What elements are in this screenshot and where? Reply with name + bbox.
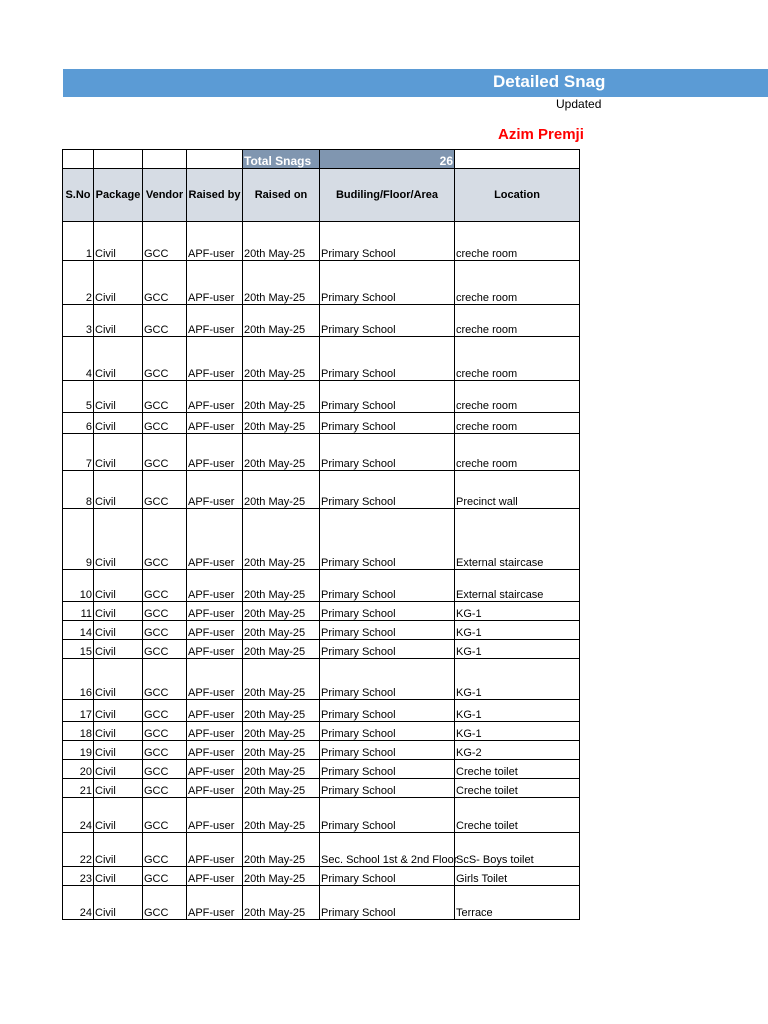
- area-cell: Primary School: [320, 570, 455, 602]
- table-row: [63, 222, 580, 261]
- table-row: [63, 621, 580, 640]
- sno-cell: 8: [63, 471, 94, 509]
- total-snags-label: Total Snags: [243, 150, 320, 169]
- area-cell: Primary School: [320, 471, 455, 509]
- raised-by-cell: APF-user: [187, 261, 243, 305]
- area-cell: Primary School: [320, 867, 455, 886]
- vendor-cell: GCC: [143, 659, 187, 700]
- raised-by-cell: APF-user: [187, 700, 243, 722]
- sno-cell: 5: [63, 381, 94, 413]
- raised-on-cell: 20th May-25: [243, 659, 320, 700]
- area-cell: Primary School: [320, 621, 455, 640]
- table-row: [63, 413, 580, 434]
- raised-on-cell: 20th May-25: [243, 798, 320, 833]
- location-cell: KG-1: [455, 659, 580, 700]
- raised-by-cell: APF-user: [187, 798, 243, 833]
- raised-on-cell: 20th May-25: [243, 337, 320, 381]
- location-cell: KG-1: [455, 640, 580, 659]
- raised-by-cell: APF-user: [187, 741, 243, 760]
- package-cell: Civil: [94, 602, 143, 621]
- package-cell: Civil: [94, 779, 143, 798]
- vendor-cell: GCC: [143, 381, 187, 413]
- column-header: Vendor: [143, 169, 187, 222]
- raised-by-cell: APF-user: [187, 779, 243, 798]
- sno-cell: 19: [63, 741, 94, 760]
- sheet-title: Detailed Snag: [493, 72, 606, 91]
- table-row: [63, 509, 580, 570]
- table-row: [63, 833, 580, 867]
- total-snags-value: 26: [320, 150, 455, 169]
- table-row: [63, 867, 580, 886]
- sno-cell: 17: [63, 700, 94, 722]
- location-cell: External staircase: [455, 570, 580, 602]
- vendor-cell: GCC: [143, 471, 187, 509]
- vendor-cell: GCC: [143, 337, 187, 381]
- package-cell: Civil: [94, 222, 143, 261]
- location-cell: Creche toilet: [455, 760, 580, 779]
- area-cell: Primary School: [320, 509, 455, 570]
- sno-cell: 23: [63, 867, 94, 886]
- column-header: Raised by: [187, 169, 243, 222]
- package-cell: Civil: [94, 621, 143, 640]
- raised-on-cell: 20th May-25: [243, 381, 320, 413]
- title-bar: [63, 69, 768, 97]
- raised-by-cell: APF-user: [187, 471, 243, 509]
- raised-by-cell: APF-user: [187, 570, 243, 602]
- sno-cell: 21: [63, 779, 94, 798]
- vendor-cell: GCC: [143, 222, 187, 261]
- sno-cell: 11: [63, 602, 94, 621]
- package-cell: Civil: [94, 509, 143, 570]
- area-cell: Primary School: [320, 659, 455, 700]
- vendor-cell: GCC: [143, 434, 187, 471]
- raised-on-cell: 20th May-25: [243, 509, 320, 570]
- package-cell: Civil: [94, 798, 143, 833]
- raised-by-cell: APF-user: [187, 640, 243, 659]
- vendor-cell: GCC: [143, 305, 187, 337]
- raised-on-cell: 20th May-25: [243, 621, 320, 640]
- area-cell: Primary School: [320, 261, 455, 305]
- location-cell: creche room: [455, 381, 580, 413]
- area-cell: Primary School: [320, 381, 455, 413]
- area-cell: Primary School: [320, 305, 455, 337]
- area-cell: Primary School: [320, 886, 455, 920]
- raised-on-cell: 20th May-25: [243, 867, 320, 886]
- raised-on-cell: 20th May-25: [243, 222, 320, 261]
- area-cell: Primary School: [320, 760, 455, 779]
- area-cell: Primary School: [320, 741, 455, 760]
- package-cell: Civil: [94, 471, 143, 509]
- table-row: [63, 261, 580, 305]
- raised-by-cell: APF-user: [187, 833, 243, 867]
- sno-cell: 15: [63, 640, 94, 659]
- location-cell: creche room: [455, 413, 580, 434]
- location-cell: Girls Toilet: [455, 867, 580, 886]
- package-cell: Civil: [94, 833, 143, 867]
- location-cell: Creche toilet: [455, 798, 580, 833]
- total-row: [63, 150, 580, 169]
- table-row: [63, 640, 580, 659]
- location-cell: KG-1: [455, 602, 580, 621]
- raised-by-cell: APF-user: [187, 886, 243, 920]
- area-cell: Primary School: [320, 798, 455, 833]
- package-cell: Civil: [94, 640, 143, 659]
- column-header: Package: [94, 169, 143, 222]
- table-row: [63, 337, 580, 381]
- location-cell: creche room: [455, 337, 580, 381]
- column-header: Location: [455, 169, 580, 222]
- sno-cell: 6: [63, 413, 94, 434]
- sno-cell: 20: [63, 760, 94, 779]
- area-cell: Primary School: [320, 602, 455, 621]
- area-cell: Primary School: [320, 722, 455, 741]
- vendor-cell: GCC: [143, 867, 187, 886]
- location-cell: Precinct wall: [455, 471, 580, 509]
- package-cell: Civil: [94, 700, 143, 722]
- raised-by-cell: APF-user: [187, 434, 243, 471]
- sno-cell: 3: [63, 305, 94, 337]
- raised-by-cell: APF-user: [187, 760, 243, 779]
- vendor-cell: GCC: [143, 722, 187, 741]
- sno-cell: 7: [63, 434, 94, 471]
- raised-on-cell: 20th May-25: [243, 779, 320, 798]
- location-cell: creche room: [455, 305, 580, 337]
- raised-by-cell: APF-user: [187, 722, 243, 741]
- package-cell: Civil: [94, 434, 143, 471]
- vendor-cell: GCC: [143, 886, 187, 920]
- location-cell: External staircase: [455, 509, 580, 570]
- raised-by-cell: APF-user: [187, 621, 243, 640]
- area-cell: Primary School: [320, 222, 455, 261]
- raised-on-cell: 20th May-25: [243, 602, 320, 621]
- raised-by-cell: APF-user: [187, 305, 243, 337]
- table-row: [63, 381, 580, 413]
- table-row: [63, 886, 580, 920]
- area-cell: Primary School: [320, 700, 455, 722]
- raised-on-cell: 20th May-25: [243, 722, 320, 741]
- table-row: [63, 602, 580, 621]
- raised-by-cell: APF-user: [187, 413, 243, 434]
- location-cell: KG-1: [455, 621, 580, 640]
- location-cell: Terrace: [455, 886, 580, 920]
- updated-label: Updated: [556, 97, 602, 111]
- table-row: [63, 760, 580, 779]
- package-cell: Civil: [94, 722, 143, 741]
- snag-table: [62, 149, 580, 920]
- raised-on-cell: 20th May-25: [243, 700, 320, 722]
- package-cell: Civil: [94, 760, 143, 779]
- vendor-cell: GCC: [143, 833, 187, 867]
- location-cell: Creche toilet: [455, 779, 580, 798]
- location-cell: creche room: [455, 222, 580, 261]
- package-cell: Civil: [94, 741, 143, 760]
- table-row: [63, 700, 580, 722]
- raised-by-cell: APF-user: [187, 867, 243, 886]
- vendor-cell: GCC: [143, 760, 187, 779]
- package-cell: Civil: [94, 570, 143, 602]
- area-cell: Primary School: [320, 413, 455, 434]
- sno-cell: 4: [63, 337, 94, 381]
- vendor-cell: GCC: [143, 741, 187, 760]
- raised-on-cell: 20th May-25: [243, 305, 320, 337]
- location-cell: creche room: [455, 261, 580, 305]
- location-cell: ScS- Boys toilet: [455, 833, 580, 867]
- package-cell: Civil: [94, 659, 143, 700]
- sno-cell: 18: [63, 722, 94, 741]
- vendor-cell: GCC: [143, 570, 187, 602]
- vendor-cell: GCC: [143, 602, 187, 621]
- raised-on-cell: 20th May-25: [243, 434, 320, 471]
- package-cell: Civil: [94, 305, 143, 337]
- column-header: Raised on: [243, 169, 320, 222]
- table-row: [63, 471, 580, 509]
- sno-cell: 16: [63, 659, 94, 700]
- raised-by-cell: APF-user: [187, 381, 243, 413]
- raised-on-cell: 20th May-25: [243, 886, 320, 920]
- raised-on-cell: 20th May-25: [243, 760, 320, 779]
- sno-cell: 10: [63, 570, 94, 602]
- raised-on-cell: 20th May-25: [243, 741, 320, 760]
- package-cell: Civil: [94, 413, 143, 434]
- table-row: [63, 570, 580, 602]
- sno-cell: 1: [63, 222, 94, 261]
- vendor-cell: GCC: [143, 509, 187, 570]
- package-cell: Civil: [94, 886, 143, 920]
- area-cell: Sec. School 1st & 2nd Floor: [320, 833, 455, 867]
- location-cell: creche room: [455, 434, 580, 471]
- sno-cell: 24: [63, 886, 94, 920]
- package-cell: Civil: [94, 867, 143, 886]
- sno-cell: 14: [63, 621, 94, 640]
- vendor-cell: GCC: [143, 413, 187, 434]
- package-cell: Civil: [94, 337, 143, 381]
- vendor-cell: GCC: [143, 621, 187, 640]
- table-row: [63, 779, 580, 798]
- table-row: [63, 434, 580, 471]
- raised-on-cell: 20th May-25: [243, 413, 320, 434]
- vendor-cell: GCC: [143, 700, 187, 722]
- area-cell: Primary School: [320, 640, 455, 659]
- sno-cell: 24: [63, 798, 94, 833]
- sno-cell: 2: [63, 261, 94, 305]
- table-row: [63, 305, 580, 337]
- vendor-cell: GCC: [143, 779, 187, 798]
- raised-by-cell: APF-user: [187, 509, 243, 570]
- raised-on-cell: 20th May-25: [243, 570, 320, 602]
- area-cell: Primary School: [320, 337, 455, 381]
- raised-on-cell: 20th May-25: [243, 261, 320, 305]
- vendor-cell: GCC: [143, 640, 187, 659]
- raised-by-cell: APF-user: [187, 222, 243, 261]
- sno-cell: 9: [63, 509, 94, 570]
- vendor-cell: GCC: [143, 798, 187, 833]
- vendor-cell: GCC: [143, 261, 187, 305]
- raised-by-cell: APF-user: [187, 602, 243, 621]
- area-cell: Primary School: [320, 779, 455, 798]
- raised-by-cell: APF-user: [187, 337, 243, 381]
- column-header: S.No: [63, 169, 94, 222]
- table-row: [63, 798, 580, 833]
- raised-on-cell: 20th May-25: [243, 640, 320, 659]
- raised-by-cell: APF-user: [187, 659, 243, 700]
- column-header: Budiling/Floor/Area: [320, 169, 455, 222]
- table-row: [63, 659, 580, 700]
- area-cell: Primary School: [320, 434, 455, 471]
- raised-on-cell: 20th May-25: [243, 833, 320, 867]
- sno-cell: 22: [63, 833, 94, 867]
- package-cell: Civil: [94, 261, 143, 305]
- column-header-row: [63, 169, 580, 222]
- table-row: [63, 722, 580, 741]
- raised-on-cell: 20th May-25: [243, 471, 320, 509]
- organization-name: Azim Premji: [498, 126, 584, 143]
- package-cell: Civil: [94, 381, 143, 413]
- table-row: [63, 741, 580, 760]
- location-cell: KG-1: [455, 700, 580, 722]
- location-cell: KG-1: [455, 722, 580, 741]
- location-cell: KG-2: [455, 741, 580, 760]
